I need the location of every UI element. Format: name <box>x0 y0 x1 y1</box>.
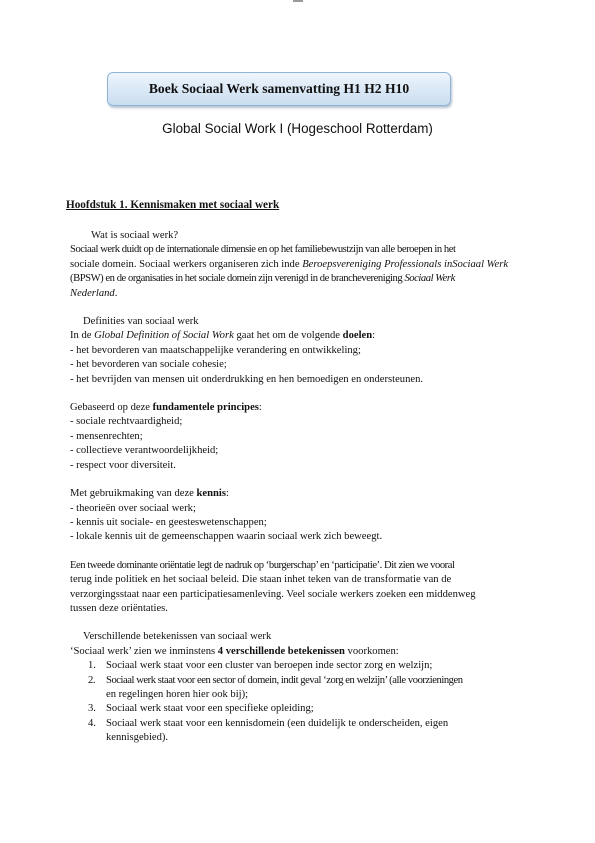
list-item: - respect voor diversiteit. <box>70 459 176 471</box>
list-number: 2. <box>88 674 96 686</box>
page-top-mark <box>293 0 303 2</box>
paragraph-text: Met gebruikmaking van deze <box>70 488 197 500</box>
list-item-text: Sociaal werk staat voor een sector of domein, indit geval ‘zorg en welzijn’ (alle voorzieningen <box>106 674 463 686</box>
list-item-continuation: en regelingen horen hier ook bij); <box>106 688 249 700</box>
paragraph-emphasis: Beroepsvereniging Professionals inSociaal Werk <box>302 258 509 270</box>
paragraph-emphasis: Sociaal Werk <box>404 273 455 285</box>
paragraph-line <box>70 329 532 343</box>
paragraph-text: : <box>225 488 229 500</box>
list-item: - lokale kennis uit de gemeenschappen waarin sociaal werk zich beweegt. <box>70 531 383 543</box>
numbered-list-item <box>88 674 532 688</box>
section-question-meanings: Verschillende betekenissen van sociaal werk <box>83 631 272 643</box>
paragraph-line: Sociaal werk duidt op de internationale dimensie en op het familiebewustzijn van alle beroepen in het <box>70 244 456 256</box>
paragraph-text: voorkomen: <box>344 645 399 657</box>
numbered-list-item <box>88 659 532 673</box>
paragraph-text: Gebaseerd op deze <box>70 402 153 414</box>
paragraph-bold: kennis <box>196 488 226 500</box>
list-item: - het bevrijden van mensen uit onderdrukking en hen bemoedigen en ondersteunen. <box>70 373 424 385</box>
paragraph-text: : <box>258 402 262 414</box>
paragraph-text: ‘Sociaal werk’ zien we inminstens <box>70 645 218 657</box>
paragraph-text: sociale domein. Sociaal werkers organiseren zich inde <box>70 258 303 270</box>
list-item: - mensenrechten; <box>70 430 143 442</box>
list-number: 1. <box>88 660 96 672</box>
list-item-text: Sociaal werk staat voor een kennisdomein (een duidelijk te onderscheiden, eigen <box>106 717 449 729</box>
section-question-what-is: Wat is sociaal werk? <box>91 230 179 241</box>
paragraph-bold: fundamentele principes <box>152 402 259 414</box>
paragraph-emphasis: Nederland <box>70 287 115 299</box>
paragraph-text: In de <box>70 330 95 342</box>
list-number: 3. <box>88 703 96 715</box>
paragraph-line: tussen deze oriëntaties. <box>70 602 168 614</box>
document-subtitle: Global Social Work I (Hogeschool Rotterdam) <box>162 121 433 136</box>
paragraph-emphasis: Global Definition of Social Work <box>94 330 234 342</box>
list-item: - theorieën over sociaal werk; <box>70 502 196 514</box>
list-item: - het bevorderen van sociale cohesie; <box>70 359 227 371</box>
document-title-box <box>107 72 451 106</box>
paragraph-line: Een tweede dominante oriëntatie legt de nadruk op ‘burgerschap’ en ‘participatie’. Dit zien we vooral <box>70 559 455 571</box>
list-number: 4. <box>88 717 96 729</box>
paragraph-text: gaat het om de volgende <box>233 330 343 342</box>
paragraph-bold: 4 verschillende betekenissen <box>217 645 345 657</box>
list-item: - kennis uit sociale- en geesteswetenschappen; <box>70 516 267 528</box>
paragraph-line <box>70 258 532 272</box>
numbered-list-item <box>88 717 532 731</box>
list-item: - sociale rechtvaardigheid; <box>70 416 183 428</box>
list-item-text: Sociaal werk staat voor een specifieke opleiding; <box>106 703 314 715</box>
numbered-list <box>70 659 532 745</box>
paragraph-line <box>70 645 532 659</box>
paragraph-text: : <box>372 330 376 342</box>
chapter-body <box>70 199 532 746</box>
document-title: Boek Sociaal Werk samenvatting H1 H2 H10 <box>148 81 410 96</box>
chapter-heading: Hoofdstuk 1. Kennismaken met sociaal werk <box>66 199 280 211</box>
paragraph-line <box>70 487 532 501</box>
paragraph-line <box>70 401 532 415</box>
paragraph-line <box>70 272 532 286</box>
list-item-continuation: kennisgebied). <box>106 732 169 744</box>
paragraph-text: (BPSW) en de organisaties in het sociale domein zijn verenigd in de branchevereniging <box>70 273 405 285</box>
paragraph-line: terug inde politiek en het sociaal beleid. Die staan inhet teken van de transformatie van de <box>70 574 452 586</box>
paragraph-line: verzorgingsstaat naar een participatiesamenleving. Veel sociale werkers zoeken een middenweg <box>70 588 476 600</box>
paragraph-line <box>70 287 532 301</box>
list-item: - het bevorderen van maatschappelijke verandering en ontwikkeling; <box>70 344 361 356</box>
numbered-list-item <box>88 702 532 716</box>
paragraph-bold: doelen <box>342 330 373 342</box>
list-item-text: Sociaal werk staat voor een cluster van beroepen inde sector zorg en welzijn; <box>106 660 433 672</box>
section-question-definitions: Definities van sociaal werk <box>83 316 199 328</box>
list-item: - collectieve verantwoordelijkheid; <box>70 445 219 457</box>
paragraph-text: . <box>114 287 118 299</box>
